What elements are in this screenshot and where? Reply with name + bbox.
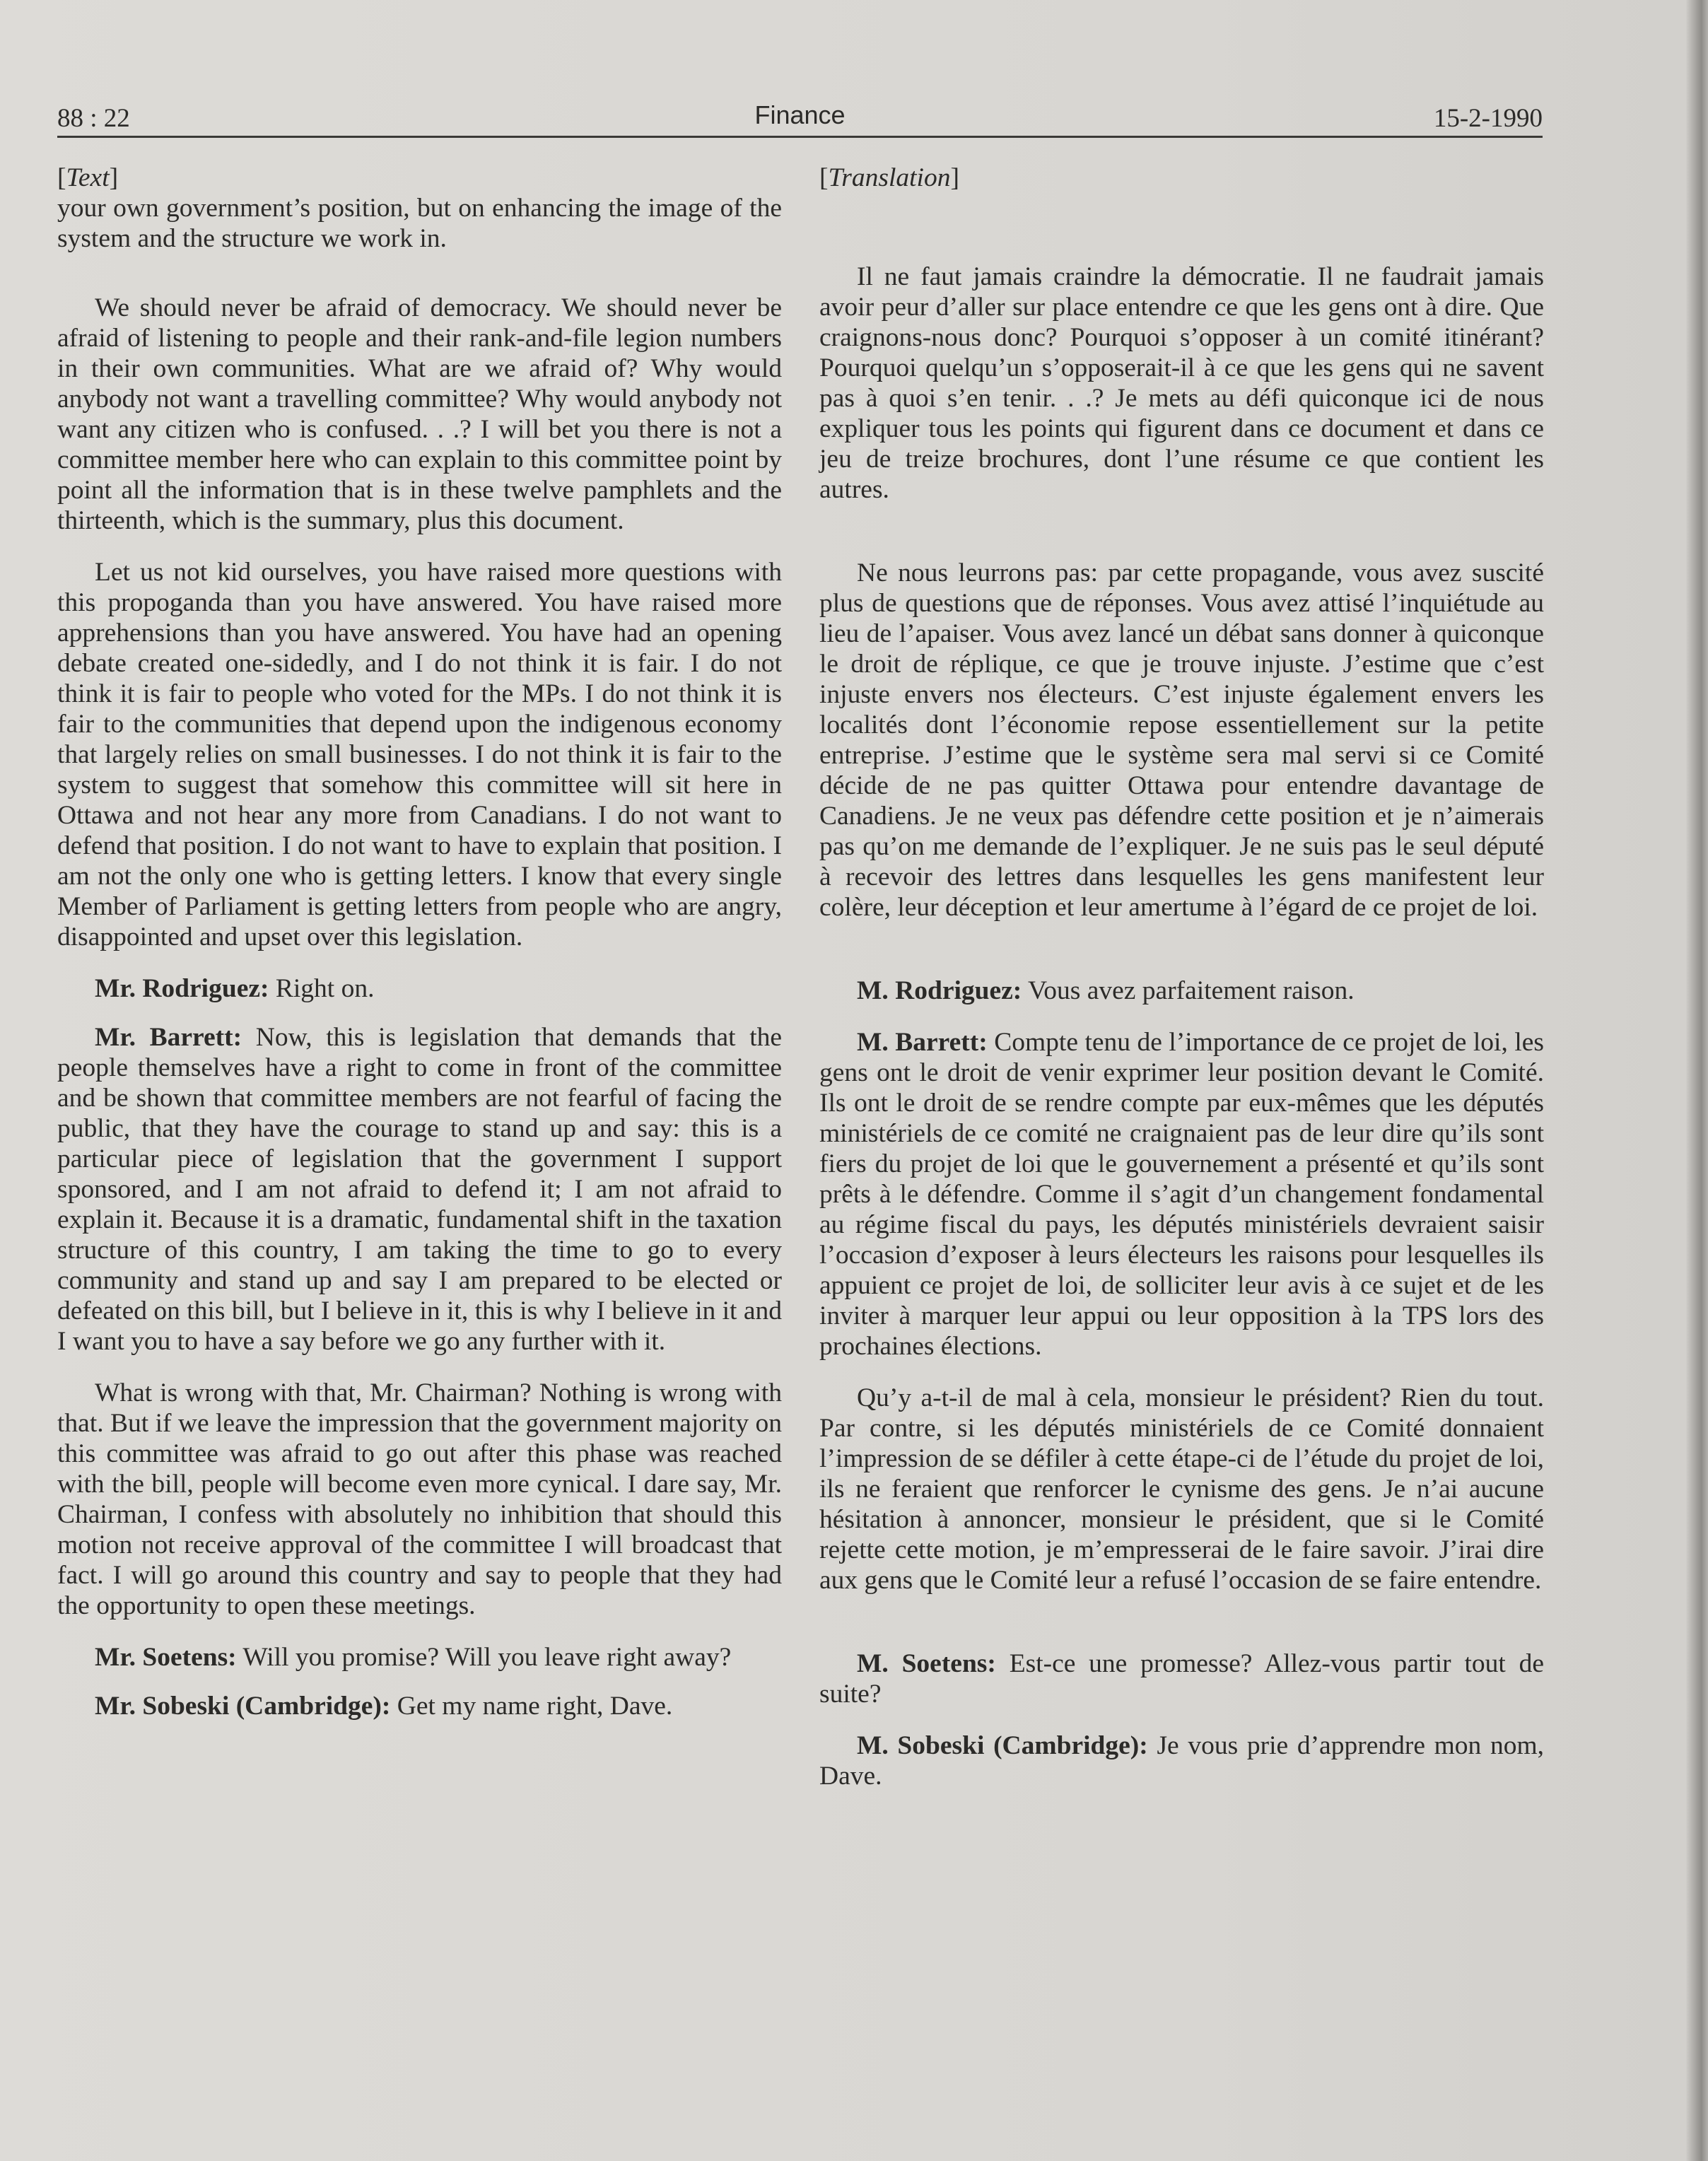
page-date: 15-2-1990 <box>1433 104 1543 133</box>
speaker-name: M. Soetens: <box>857 1649 996 1678</box>
translation-label: [Translation] <box>819 163 959 192</box>
english-speech-rodriguez <box>57 973 782 1004</box>
speaker-name: Mr. Barrett: <box>95 1023 242 1052</box>
french-paragraph: Ne nous leurrons pas: par cette propagande, vous avez suscité plus de questions que de réponses. Vous avez attisé l’inquiétude au lieu de l’apaiser. Vous avez lancé un débat sans donner à quiconque le droit de réplique, ce que je trouve injuste. J’estime que c’est injuste envers nos électeurs. C’est injuste également envers les localités dont l’économie repose essentiellement sur la petite entreprise. J’estime que le système sera mal servi si ce Comité décide de ne pas quitter Ottawa pour entendre davantage de Canadiens. Je ne veux pas défendre cette position et je n’aimerais pas qu’on me demande de l’expliquer. Je ne suis pas le seul député à recevoir des lettres dans lesquelles les gens manifestent leur colère, leur déception et leur amertume à l’égard de ce projet de loi. <box>819 558 1544 922</box>
english-paragraph: What is wrong with that, Mr. Chairman? Nothing is wrong with that. But if we leave the impression that the government majority on this committee was afraid to go out after this phase was reached with the bill, people will become even more cynical. I dare say, Mr. Chairman, I confess with absolutely no inhibition that should this motion not receive approval of the committee I will broadcast that fact. I will go around this country and say to people that they had the opportunity to open these meetings. <box>57 1378 782 1620</box>
speaker-name: M. Barrett: <box>857 1028 988 1057</box>
speaker-name: Mr. Sobeski (Cambridge): <box>95 1692 391 1721</box>
english-speech-barrett <box>57 1022 782 1357</box>
english-speech-sobeski <box>57 1691 782 1721</box>
speech-text: Je vous prie d’apprendre mon nom, Dave. <box>819 1731 1545 1791</box>
french-column <box>819 163 1544 1791</box>
speech-text: Est-ce une promesse? Allez-vous partir tout de suite? <box>819 1649 1544 1709</box>
page-number: 88 : 22 <box>57 104 130 133</box>
page-title: Finance <box>754 100 846 129</box>
speech-text: Vous avez parfaitement raison. <box>1027 976 1355 1005</box>
page-binding-edge <box>1686 0 1708 2161</box>
speech-text: Will you promise? Will you leave right away? <box>242 1643 732 1672</box>
speaker-name: M. Rodriguez: <box>857 976 1022 1005</box>
french-speech-rodriguez <box>819 976 1544 1006</box>
page-header <box>57 99 1543 138</box>
french-speech-barrett <box>819 1027 1544 1361</box>
english-column <box>57 163 782 1721</box>
speaker-name: M. Sobeski (Cambridge): <box>857 1731 1148 1760</box>
speech-text: Compte tenu de l’importance de ce projet de loi, les gens ont le droit de venir exprimer leur position devant le Comité. Ils ont le droit de se rendre compte par eux-mêmes que les députés ministériels de ce comité ne craignaient pas de leur dire qu’ils sont fiers du projet de loi que le gouvernement a présenté et qu’ils sont prêts à le défendre. Comme il s’agit d’un changement fondamental au régime fiscal du pays, les députés ministériels devraient saisir l’occasion d’exposer à leurs électeurs les raisons pour lesquelles ils appuient ce projet de loi, de solliciter leur avis à ce sujet et de les inviter à marquer leur appui ou leur opposition à la TPS lors des prochaines élections. <box>819 1028 1544 1361</box>
french-speech-soetens <box>819 1648 1544 1709</box>
french-paragraph: Qu’y a-t-il de mal à cela, monsieur le président? Rien du tout. Par contre, si les députés ministériels de ce Comité donnaient l’impression de se défiler à cette étape-ci de l’étude du projet de loi, ils ne feraient que renforcer le cynisme des gens. Je n’ai aucune hésitation à annoncer, monsieur le président, que si le Comité rejette cette motion, je m’empresserai de le faire savoir. J’irai dire aux gens que le Comité leur a refusé l’occasion de se faire entendre. <box>819 1383 1544 1595</box>
speech-text: Right on. <box>275 974 375 1003</box>
speech-text: Now, this is legislation that demands that the people themselves have a right to come in front of the committee and be shown that committee members are not fearful of facing the public, that they have the courage to stand up and say: this is a particular piece of legislation that the government I support sponsored, and I am not afraid to defend it; I am not afraid to explain it. Because it is a dramatic, fundamental shift in the taxation structure of this country, I am taking the time to go to every community and stand up and say I am prepared to be elected or defeated on this bill, but I believe in it, this is why I believe in it and I want you to have a say before we go any further with it. <box>57 1023 783 1356</box>
english-paragraph: We should never be afraid of democracy. We should never be afraid of listening to people and their rank-and-file legion numbers in their own communities. What are we afraid of? Why would anybody not want a travelling committee? Why would anybody not want any citizen who is confused. . .? I will bet you there is not a committee member here who can explain to this committee point by point all the information that is in these twelve pamphlets and the thirteenth, which is the summary, plus this document. <box>57 293 782 535</box>
text-label: [Text] <box>57 163 119 192</box>
english-paragraph: your own government’s position, but on enhancing the image of the system and the structure we work in. <box>57 194 782 253</box>
english-speech-soetens <box>57 1642 782 1673</box>
french-speech-sobeski <box>819 1730 1544 1791</box>
speaker-name: Mr. Soetens: <box>95 1643 237 1672</box>
french-paragraph: Il ne faut jamais craindre la démocratie. Il ne faudrait jamais avoir peur d’aller sur place entendre ce que les gens ont à dire. Que craignons-nous donc? Pourquoi s’opposer à un comité itinérant? Pourquoi quelqu’un s’opposerait-il à ce que les gens qui ne savent pas à quoi s’en tenir. . .? Je mets au défi quiconque ici de nous expliquer tous les points qui figurent dans ce document et dans ce jeu de treize brochures, dont l’une résume ce que contient les autres. <box>819 262 1544 504</box>
speaker-name: Mr. Rodriguez: <box>95 974 269 1003</box>
speech-text: Get my name right, Dave. <box>397 1692 673 1721</box>
english-paragraph: Let us not kid ourselves, you have raised more questions with this propoganda than you have answered. You have raised more apprehensions than you have answered. You have had an opening debate created one-sidedly, and I do not think it is fair. I do not think it is fair to people who voted for the MPs. I do not think it is fair to the communities that depend upon the indigenous economy that largely relies on small businesses. I do not think it is fair to the system to suggest that somehow this committee will sit here in Ottawa and not hear any more from Canadians. I do not want to defend that position. I do not want to have to explain that position. I am not the only one who is getting letters. I know that every single Member of Parliament is getting letters from people who are angry, disappointed and upset over this legislation. <box>57 558 782 951</box>
